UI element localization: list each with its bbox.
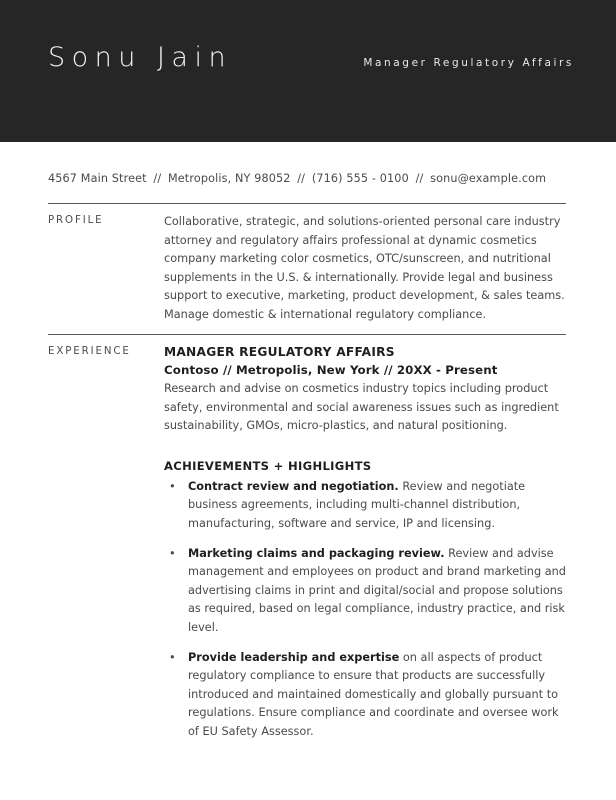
contact-phone[interactable]: (716) 555 - 0100: [311, 172, 409, 185]
contact-email[interactable]: sonu@example.com: [430, 172, 547, 185]
achievement-lead: Marketing claims and packaging review.: [188, 546, 445, 560]
section-content-experience: [164, 344, 566, 742]
job-company-location-dates: Contoso // Metropolis, New York // 20XX - Present: [164, 363, 498, 377]
section-experience: [48, 334, 566, 742]
header-content: [48, 44, 574, 71]
achievements-heading: ACHIEVEMENTS + HIGHLIGHTS: [164, 458, 372, 473]
achievement-lead: Provide leadership and expertise: [188, 650, 400, 664]
job-title: MANAGER REGULATORY AFFAIRS: [164, 345, 395, 359]
profile-paragraph: Collaborative, strategic, and solutions-oriented personal care industry attorney and regulatory affairs professional at dynamic cosmetics company marketing color cosmetics, OTC/sunscreen, and nutritional supplements in the U.S. & internationally. Provide legal and business support to executive, marketing, product development, & sales teams. Manage domestic & international regulatory compliance.: [164, 215, 565, 321]
candidate-name: Sonu Jain: [48, 42, 233, 73]
section-label-experience: EXPERIENCE: [48, 346, 131, 357]
contact-separator: //: [415, 172, 424, 185]
bullet-dot-icon: •: [169, 650, 176, 664]
achievement-item: [164, 478, 566, 534]
section-divider: [48, 203, 566, 204]
achievement-item: [164, 545, 566, 638]
achievements-list: [164, 478, 566, 742]
resume-header-band: [0, 0, 616, 142]
contact-address: 4567 Main Street: [48, 172, 147, 185]
achievement-text: Review and advise management and employees on product and brand marketing and advertising claims in print and digital/social and propose solutions as required, based on legal compliance, industry practice, and risk level.: [188, 546, 566, 634]
contact-separator: //: [153, 172, 162, 185]
achievement-item: [164, 649, 566, 742]
achievement-lead: Contract review and negotiation.: [188, 479, 399, 493]
section-label-profile: PROFILE: [48, 215, 104, 226]
bullet-dot-icon: •: [169, 479, 176, 493]
section-divider: [48, 334, 566, 335]
section-experience-body: [48, 344, 566, 742]
achievement-text: Review and negotiate business agreements, including multi-channel distribution, manufacturing, software and service, IP and licensing.: [188, 479, 526, 530]
contact-line: [48, 172, 546, 185]
contact-separator: //: [297, 172, 306, 185]
candidate-job-title: Manager Regulatory Affairs: [363, 57, 574, 69]
section-profile-body: [48, 213, 566, 325]
bullet-dot-icon: •: [169, 546, 176, 560]
section-profile: [48, 203, 566, 325]
achievement-text: on all aspects of product regulatory compliance to ensure that products are successfully introduced and maintained domestically and globally pursuant to regulations. Ensure compliance and coordinate and oversee work of EU Safety Assessor.: [188, 650, 559, 738]
contact-city-state-zip: Metropolis, NY 98052: [167, 172, 291, 185]
section-content-profile: [164, 213, 566, 325]
job-summary: Research and advise on cosmetics industry topics including product safety, environmental and social awareness issues such as ingredient sustainability, GMOs, micro-plastics, and natural positioning.: [164, 382, 559, 433]
